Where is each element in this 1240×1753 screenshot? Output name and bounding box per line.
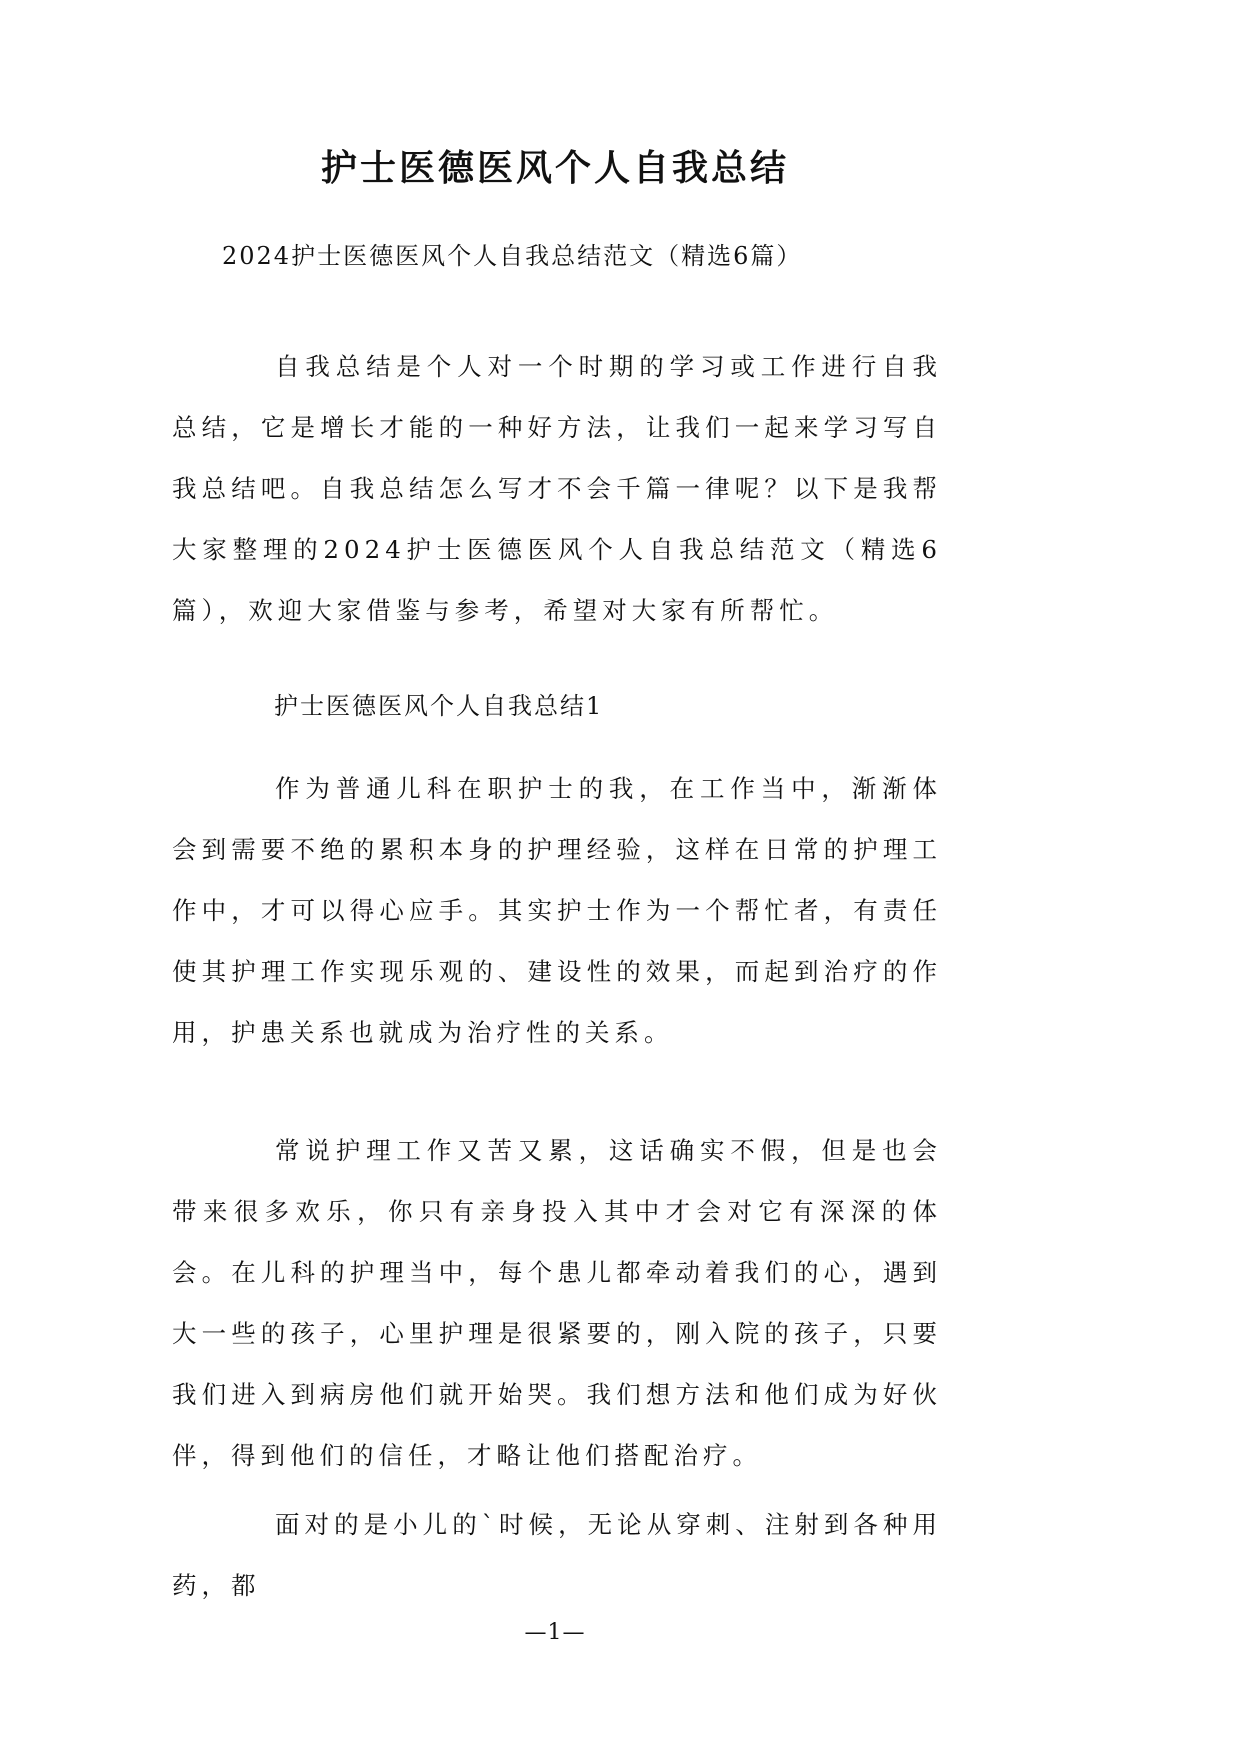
- document-title: 护士医德医风个人自我总结: [320, 148, 789, 189]
- intro-paragraph: 自我总结是个人对一个时期的学习或工作进行自我总结，它是增长才能的一种好方法，让我们一起来学习写自我总结吧。自我总结怎么写才不会千篇一律呢？以下是我帮大家整理的2024护士医德医风个人自我总结范文（精选6篇），欢迎大家借鉴与参考，希望对大家有所帮忙。: [172, 352, 942, 625]
- section-heading: 护士医德医风个人自我总结1: [274, 692, 604, 720]
- body-paragraph: 面对的是小儿的`时候，无论从穿刺、注射到各种用药，都: [172, 1510, 942, 1600]
- body-paragraph: 常说护理工作又苦又累，这话确实不假，但是也会带来很多欢乐，你只有亲身投入其中才会对它有深深的体会。在儿科的护理当中，每个患儿都牵动着我们的心，遇到大一些的孩子，心里护理是很紧要的，刚入院的孩子，只要我们进入到病房他们就开始哭。我们想方法和他们成为好伙伴，得到他们的信任，才略让他们搭配治疗。: [172, 1136, 942, 1470]
- page-number: —1—: [524, 1620, 586, 1645]
- document-subtitle: 2024护士医德医风个人自我总结范文（精选6篇）: [222, 242, 803, 270]
- body-paragraph: 作为普通儿科在职护士的我，在工作当中，渐渐体会到需要不绝的累积本身的护理经验，这样在日常的护理工作中，才可以得心应手。其实护士作为一个帮忙者，有责任使其护理工作实现乐观的、建设性的效果，而起到治疗的作用，护患关系也就成为治疗性的关系。: [172, 774, 942, 1047]
